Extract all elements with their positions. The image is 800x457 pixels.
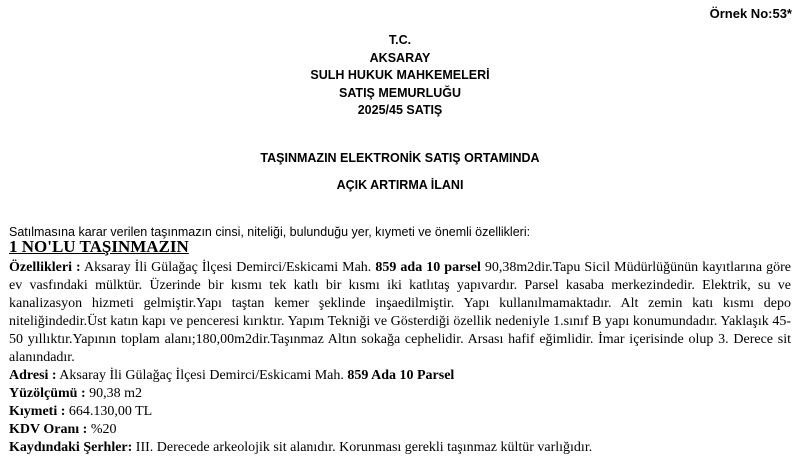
address-line [9,367,791,385]
parcel-details [9,259,791,457]
features-paragraph [9,259,791,367]
area-value: 90,38 m2 [85,386,143,401]
intro-text: Satılmasına karar verilen taşınmazın cinsi, niteliği, bulunduğu yer, kıymeti ve önemli özellikleri: [9,225,531,239]
header-line: T.C. [388,33,412,47]
header-line: AKSARAY [369,50,431,65]
area-label: Yüzölçümü : [9,386,86,401]
area-line [9,385,791,403]
example-number: Örnek No:53* [709,6,792,21]
annotations-value: III. Derecede arkeolojik sit alanıdır. Korunması gerekli taşınmaz kültür varlığıdır. [132,440,593,455]
notice-title-1: TAŞINMAZIN ELEKTRONİK SATIŞ ORTAMINDA [260,151,540,165]
vat-value: %20 [87,422,117,437]
address-label: Adresi : [9,368,57,383]
address-text: Aksaray İli Gülağaç İlçesi Demirci/Eskicami Mah. [56,368,348,383]
features-text-pre: Aksaray İli Gülağaç İlçesi Demirci/Eskicami Mah. [80,260,376,275]
header-line: SATIŞ MEMURLUĞU [339,85,461,100]
notice-title-2: AÇIK ARTIRMA İLANI [336,178,464,192]
features-parcel-bold: 859 ada 10 parsel [375,260,481,275]
features-text-post: 90,38m2dir.Tapu Sicil Müdürlüğünün kayıtlarına göre ev vasfındaki mülktür. Üzerinde bir kısmı tek katlı bir kısmı iki katlıtaş yapıvardır. Parsel kasaba merkezindedir. Elektrik, su ve kanalizasyon hizmeti gelmiştir.Yapı taştan kemer şeklinde inşaedilmiştir. Yapı kullanılmamaktadır. Alt zemin katı kısmı depo niteliğindedir.Üst katın kapı ve penceresi kırıktır. Yapım Tekniği ve Gösterdiği özellik nedeniyle 1.sınıf B yapı konumundadır. Yaklaşık 45-50 yıllıktır.Yapının toplam alanı;180,00m2dir.Taşınmaz Altın sokağa cephelidir. Arsası hafif eğimlidir. İmar içerisinde olup 3. Derece sit alanındadır. [9,260,791,365]
vat-line [9,421,791,439]
value-amount: 664.130,00 TL [65,404,153,419]
vat-label: KDV Oranı : [9,422,88,437]
header-line: SULH HUKUK MAHKEMELERİ [310,68,490,82]
annotations-line [9,439,791,457]
address-parcel-bold: 859 Ada 10 Parsel [347,368,455,383]
value-label: Kıymeti : [9,404,66,419]
features-label: Özellikleri : [9,260,81,275]
annotations-label: Kaydındaki Şerhler: [9,440,133,455]
value-line [9,403,791,421]
court-header [0,32,800,120]
header-line: 2025/45 SATIŞ [357,103,443,117]
parcel-title: 1 NO'LU TAŞINMAZIN [9,237,189,256]
